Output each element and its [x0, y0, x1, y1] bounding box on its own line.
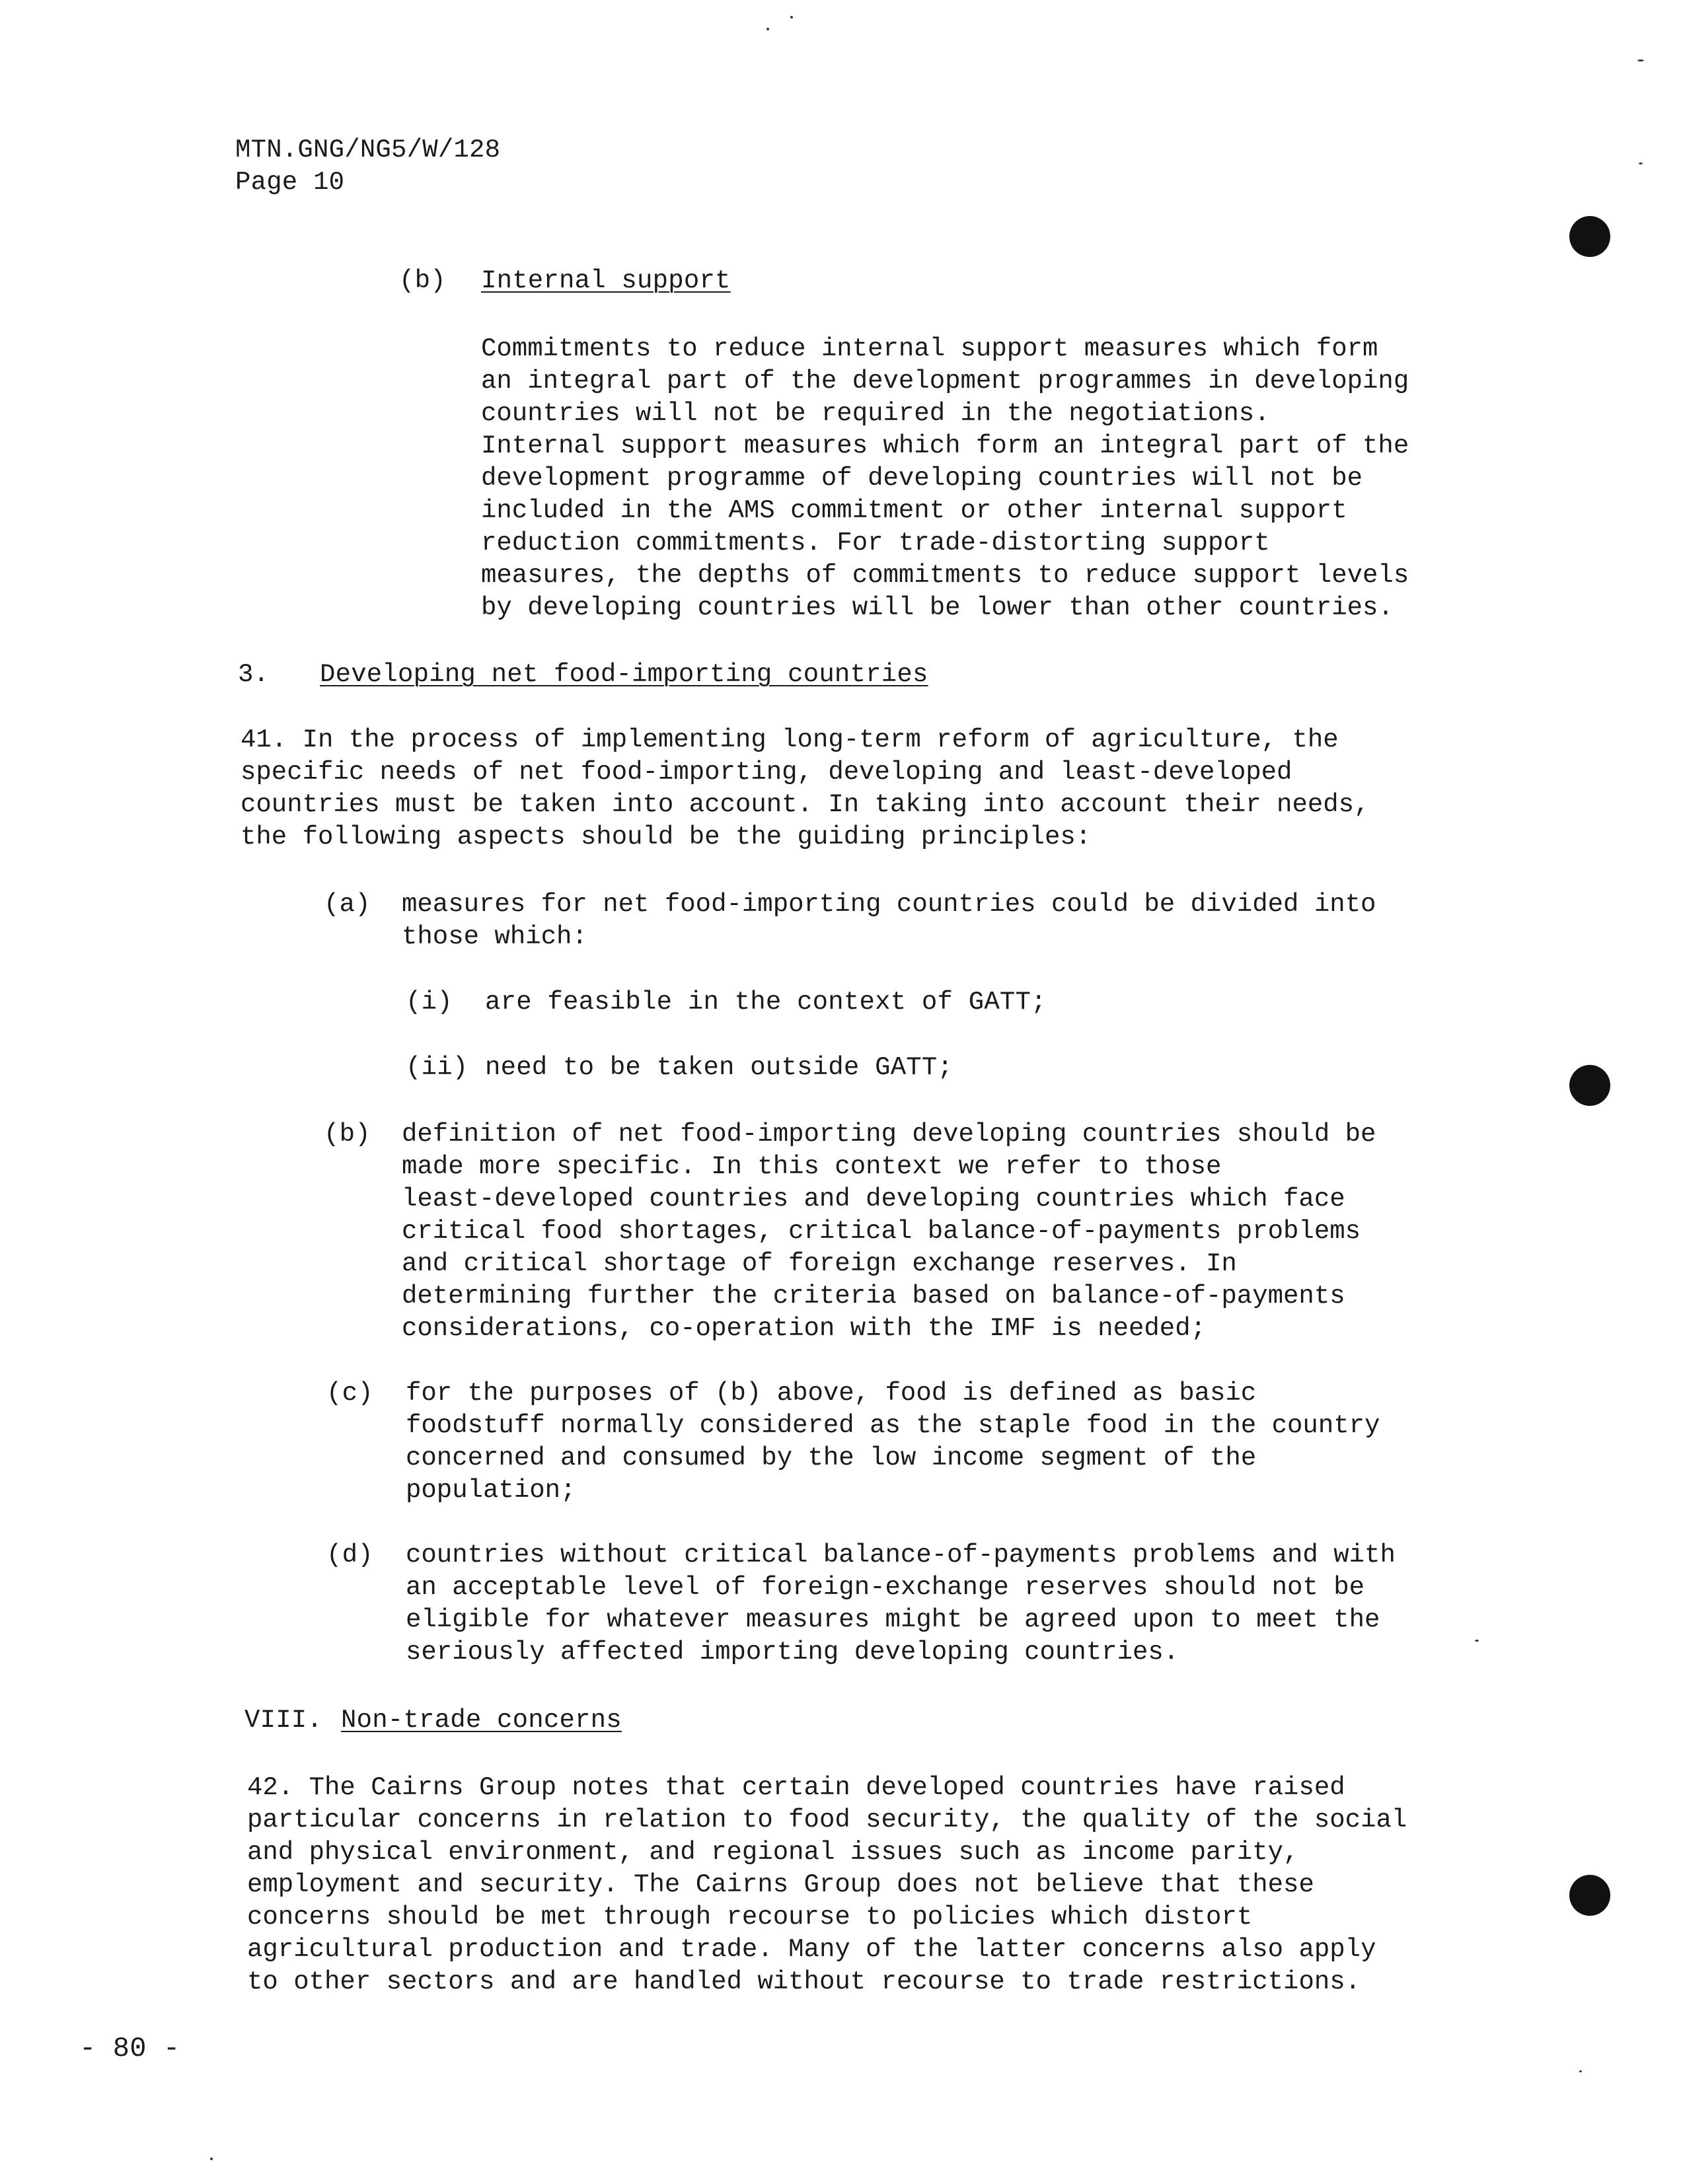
document-symbol: MTN.GNG/NG5/W/128: [235, 135, 501, 164]
paragraph-42: 42. The Cairns Group notes that certain developed countries have raised particular concerns in relation to food security, the quality of the social and physical environment, and regional issues such as income parity, employment and security. The Cairns Group does not believe that these concerns should be met through recourse to policies which distort agricultural production and trade. Many of the latter concerns also apply to other sectors and are handled without recourse to trade restrictions.: [247, 1773, 1407, 1996]
item-a-label: (a): [324, 890, 371, 919]
section-viii-number: VIII.: [244, 1706, 323, 1735]
item-a-text: measures for net food-importing countries could be divided into those which:: [402, 890, 1376, 951]
section-b-body: Commitments to reduce internal support measures which form an integral part of the development programmes in developing countries will not be required in the negotiations. Internal support measures which form an integral part of the development programme of developing countries will not be included in the AMS commitment or other internal support reduction commitments. For trade-distorting support measures, the depths of commitments to reduce support levels by developing countries will be lower than other countries.: [481, 334, 1409, 622]
item-c-label: (c): [326, 1379, 373, 1408]
page-label: Page 10: [235, 168, 345, 197]
subitem-i-text: are feasible in the context of GATT;: [485, 988, 1047, 1017]
scan-speck: [766, 28, 769, 30]
paragraph-41: 41. In the process of implementing long-term reform of agriculture, the specific needs of net food-importing, developing and least-developed countries must be taken into account. In taking into account their needs, the following aspects should be the guiding principles:: [241, 725, 1370, 852]
punch-hole: [1569, 1065, 1610, 1106]
scan-speck: [1475, 1640, 1479, 1642]
page-number: - 80 -: [79, 2033, 180, 2064]
scan-speck: [1579, 2070, 1582, 2072]
section-b-title: Internal support: [481, 266, 731, 295]
item-b-label: (b): [324, 1120, 371, 1149]
punch-hole: [1569, 1875, 1610, 1916]
item-b-text: definition of net food-importing developing countries should be made more specific. In this context we refer to those least-developed countries and developing countries which face critical food shortages, critical balance-of-payments problems and critical shortage of foreign exchange reserves. In determining further the criteria based on balance-of-payments considerations, co-operation with the IMF is needed;: [402, 1120, 1376, 1343]
item-d-text: countries without critical balance-of-payments problems and with an acceptable level of foreign-exchange reserves should not be eligible for whatever measures might be agreed upon to meet the seriously affected importing developing countries.: [406, 1541, 1396, 1667]
scan-speck: [1639, 163, 1643, 164]
scan-speck: [210, 2158, 213, 2160]
subitem-i-label: (i): [406, 988, 453, 1017]
section-3-title: Developing net food-importing countries: [320, 660, 928, 689]
section-b-label: (b): [399, 266, 446, 295]
scan-speck: [1637, 59, 1644, 61]
item-c-text: for the purposes of (b) above, food is defined as basic foodstuff normally considered as the staple food in the country concerned and consumed by the low income segment of the population;: [406, 1379, 1380, 1505]
punch-hole: [1569, 216, 1610, 257]
section-3-number: 3.: [238, 660, 270, 689]
subitem-ii-label: (ii): [406, 1053, 468, 1082]
section-viii-title: Non-trade concerns: [341, 1706, 622, 1735]
scan-speck: [790, 16, 793, 18]
subitem-ii-text: need to be taken outside GATT;: [485, 1053, 953, 1082]
item-d-label: (d): [326, 1541, 373, 1570]
